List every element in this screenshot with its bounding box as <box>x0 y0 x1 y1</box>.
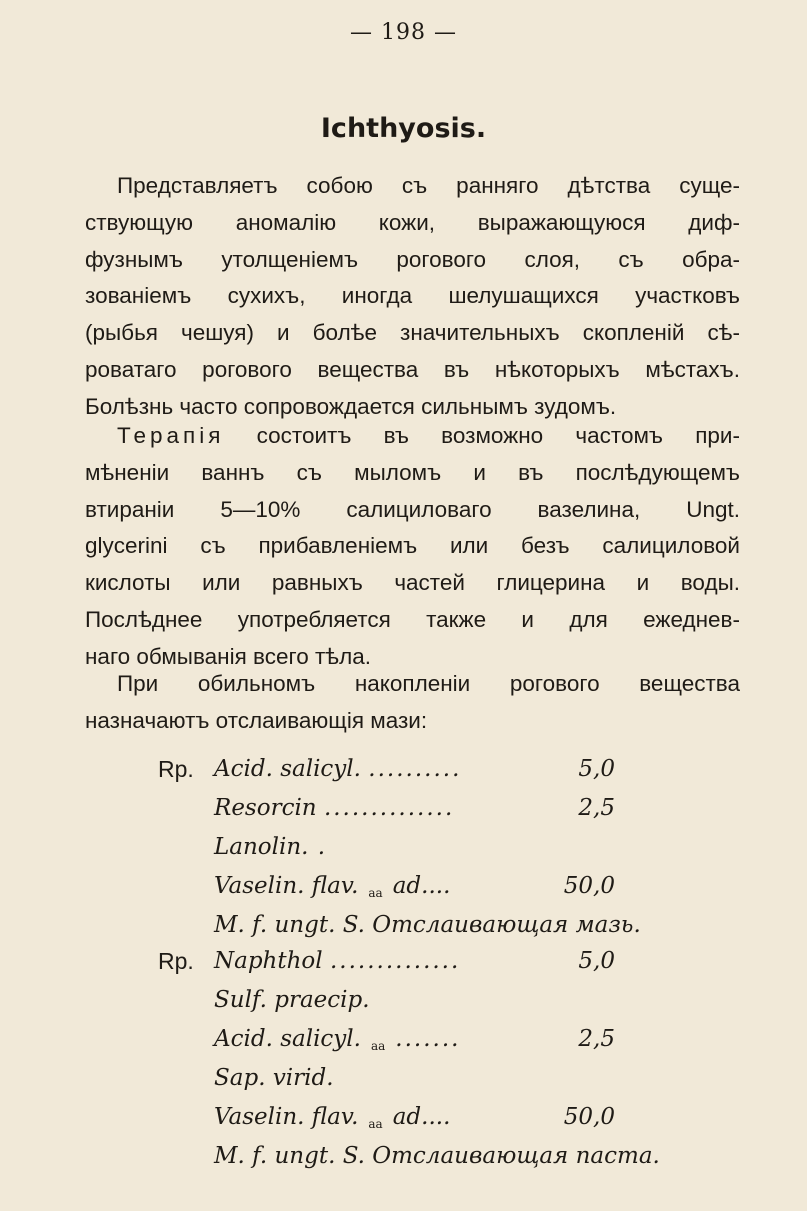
rp-label: Rp. <box>158 756 194 782</box>
drug-name: Acid. salicyl. aa ....... <box>214 1026 461 1053</box>
ana-mark: aa <box>368 1117 383 1131</box>
drug-dose: 5,0 <box>578 756 615 782</box>
paragraph-description <box>85 168 740 426</box>
drug-name: Naphthol .............. <box>214 948 461 974</box>
signa-text: M. f. ungt. S. Отслаивающая паста. <box>214 1143 660 1169</box>
text-line: (рыбья чешуя) и болѣе значительныхъ скопленій сѣ- <box>85 320 740 346</box>
drug-name: Sulf. praecip. <box>214 987 370 1013</box>
section-title: Ichthyosis. <box>320 113 487 144</box>
recipe-row <box>0 867 807 906</box>
text-line-rest: состоитъ въ возможно частомъ при- <box>256 423 740 448</box>
drug-name: Vaselin. flav. aa ad.... <box>214 1104 451 1131</box>
text-line: фузнымъ утолщеніемъ рогового слоя, съ обра- <box>85 246 740 272</box>
drug-name: Vaselin. flav. aa ad.... <box>214 873 451 900</box>
text-line: кислоты или равныхъ частей глицерина и воды. <box>85 570 740 596</box>
text-line: ствующую аномалію кожи, выражающуюся диф- <box>85 209 740 235</box>
drug-dose: 50,0 <box>563 873 615 899</box>
recipe-paste <box>0 942 807 1176</box>
text-line: наго обмыванія всего тѣла. <box>85 643 371 669</box>
text-line: Болѣзнь часто сопровождается сильнымъ зудомъ. <box>85 393 617 419</box>
page-number: — 198 — <box>350 20 457 45</box>
drug-dose: 5,0 <box>578 948 615 974</box>
text-line: мѣненіи ваннъ съ мыломъ и въ послѣдующемъ <box>85 459 740 485</box>
text-line: втираніи 5—10% салициловаго вазелина, Ungt. <box>85 496 740 522</box>
recipe-row <box>0 789 807 828</box>
ana-mark: aa <box>368 886 383 900</box>
drug-name: Sap. virid. <box>214 1065 334 1091</box>
rp-label: Rp. <box>158 948 194 974</box>
recipe-row <box>0 828 807 867</box>
recipe-signa <box>0 906 807 945</box>
therapy-lead: Терапія <box>117 423 225 448</box>
text-line: При обильномъ накопленіи рогового вещества <box>117 671 740 696</box>
text-line: роватаго рогового вещества въ нѣкоторыхъ мѣстахъ. <box>85 356 740 382</box>
recipe-row <box>0 1020 807 1059</box>
recipe-ointment <box>0 750 807 945</box>
recipe-row <box>0 942 807 981</box>
recipe-row <box>0 750 807 789</box>
signa-text: M. f. ungt. S. Отслаивающая мазь. <box>214 912 641 938</box>
recipe-row <box>0 1098 807 1137</box>
paragraph-therapy <box>85 418 740 676</box>
text-line: зованіемъ сухихъ, иногда шелушащихся участковъ <box>85 283 740 309</box>
text-line <box>85 418 740 455</box>
drug-name: Lanolin. . <box>214 834 328 860</box>
paragraph-ointments <box>85 666 740 740</box>
drug-name: Resorcin .............. <box>214 795 455 821</box>
text-line: назначаютъ отслаивающія мази: <box>85 707 428 733</box>
text-line: glycerini съ прибавленіемъ или безъ салициловой <box>85 533 740 559</box>
drug-name: Acid. salicyl. .......... <box>214 756 462 782</box>
recipe-row <box>0 1059 807 1098</box>
text-line: Представляетъ собою съ ранняго дѣтства суще- <box>117 173 740 198</box>
recipe-signa <box>0 1137 807 1176</box>
drug-dose: 2,5 <box>578 1026 615 1052</box>
text-line: Послѣднее употребляется также и для ежеднев- <box>85 606 740 632</box>
drug-dose: 2,5 <box>578 795 615 821</box>
drug-dose: 50,0 <box>563 1104 615 1130</box>
ana-mark: aa <box>370 1039 386 1053</box>
recipe-row <box>0 981 807 1020</box>
